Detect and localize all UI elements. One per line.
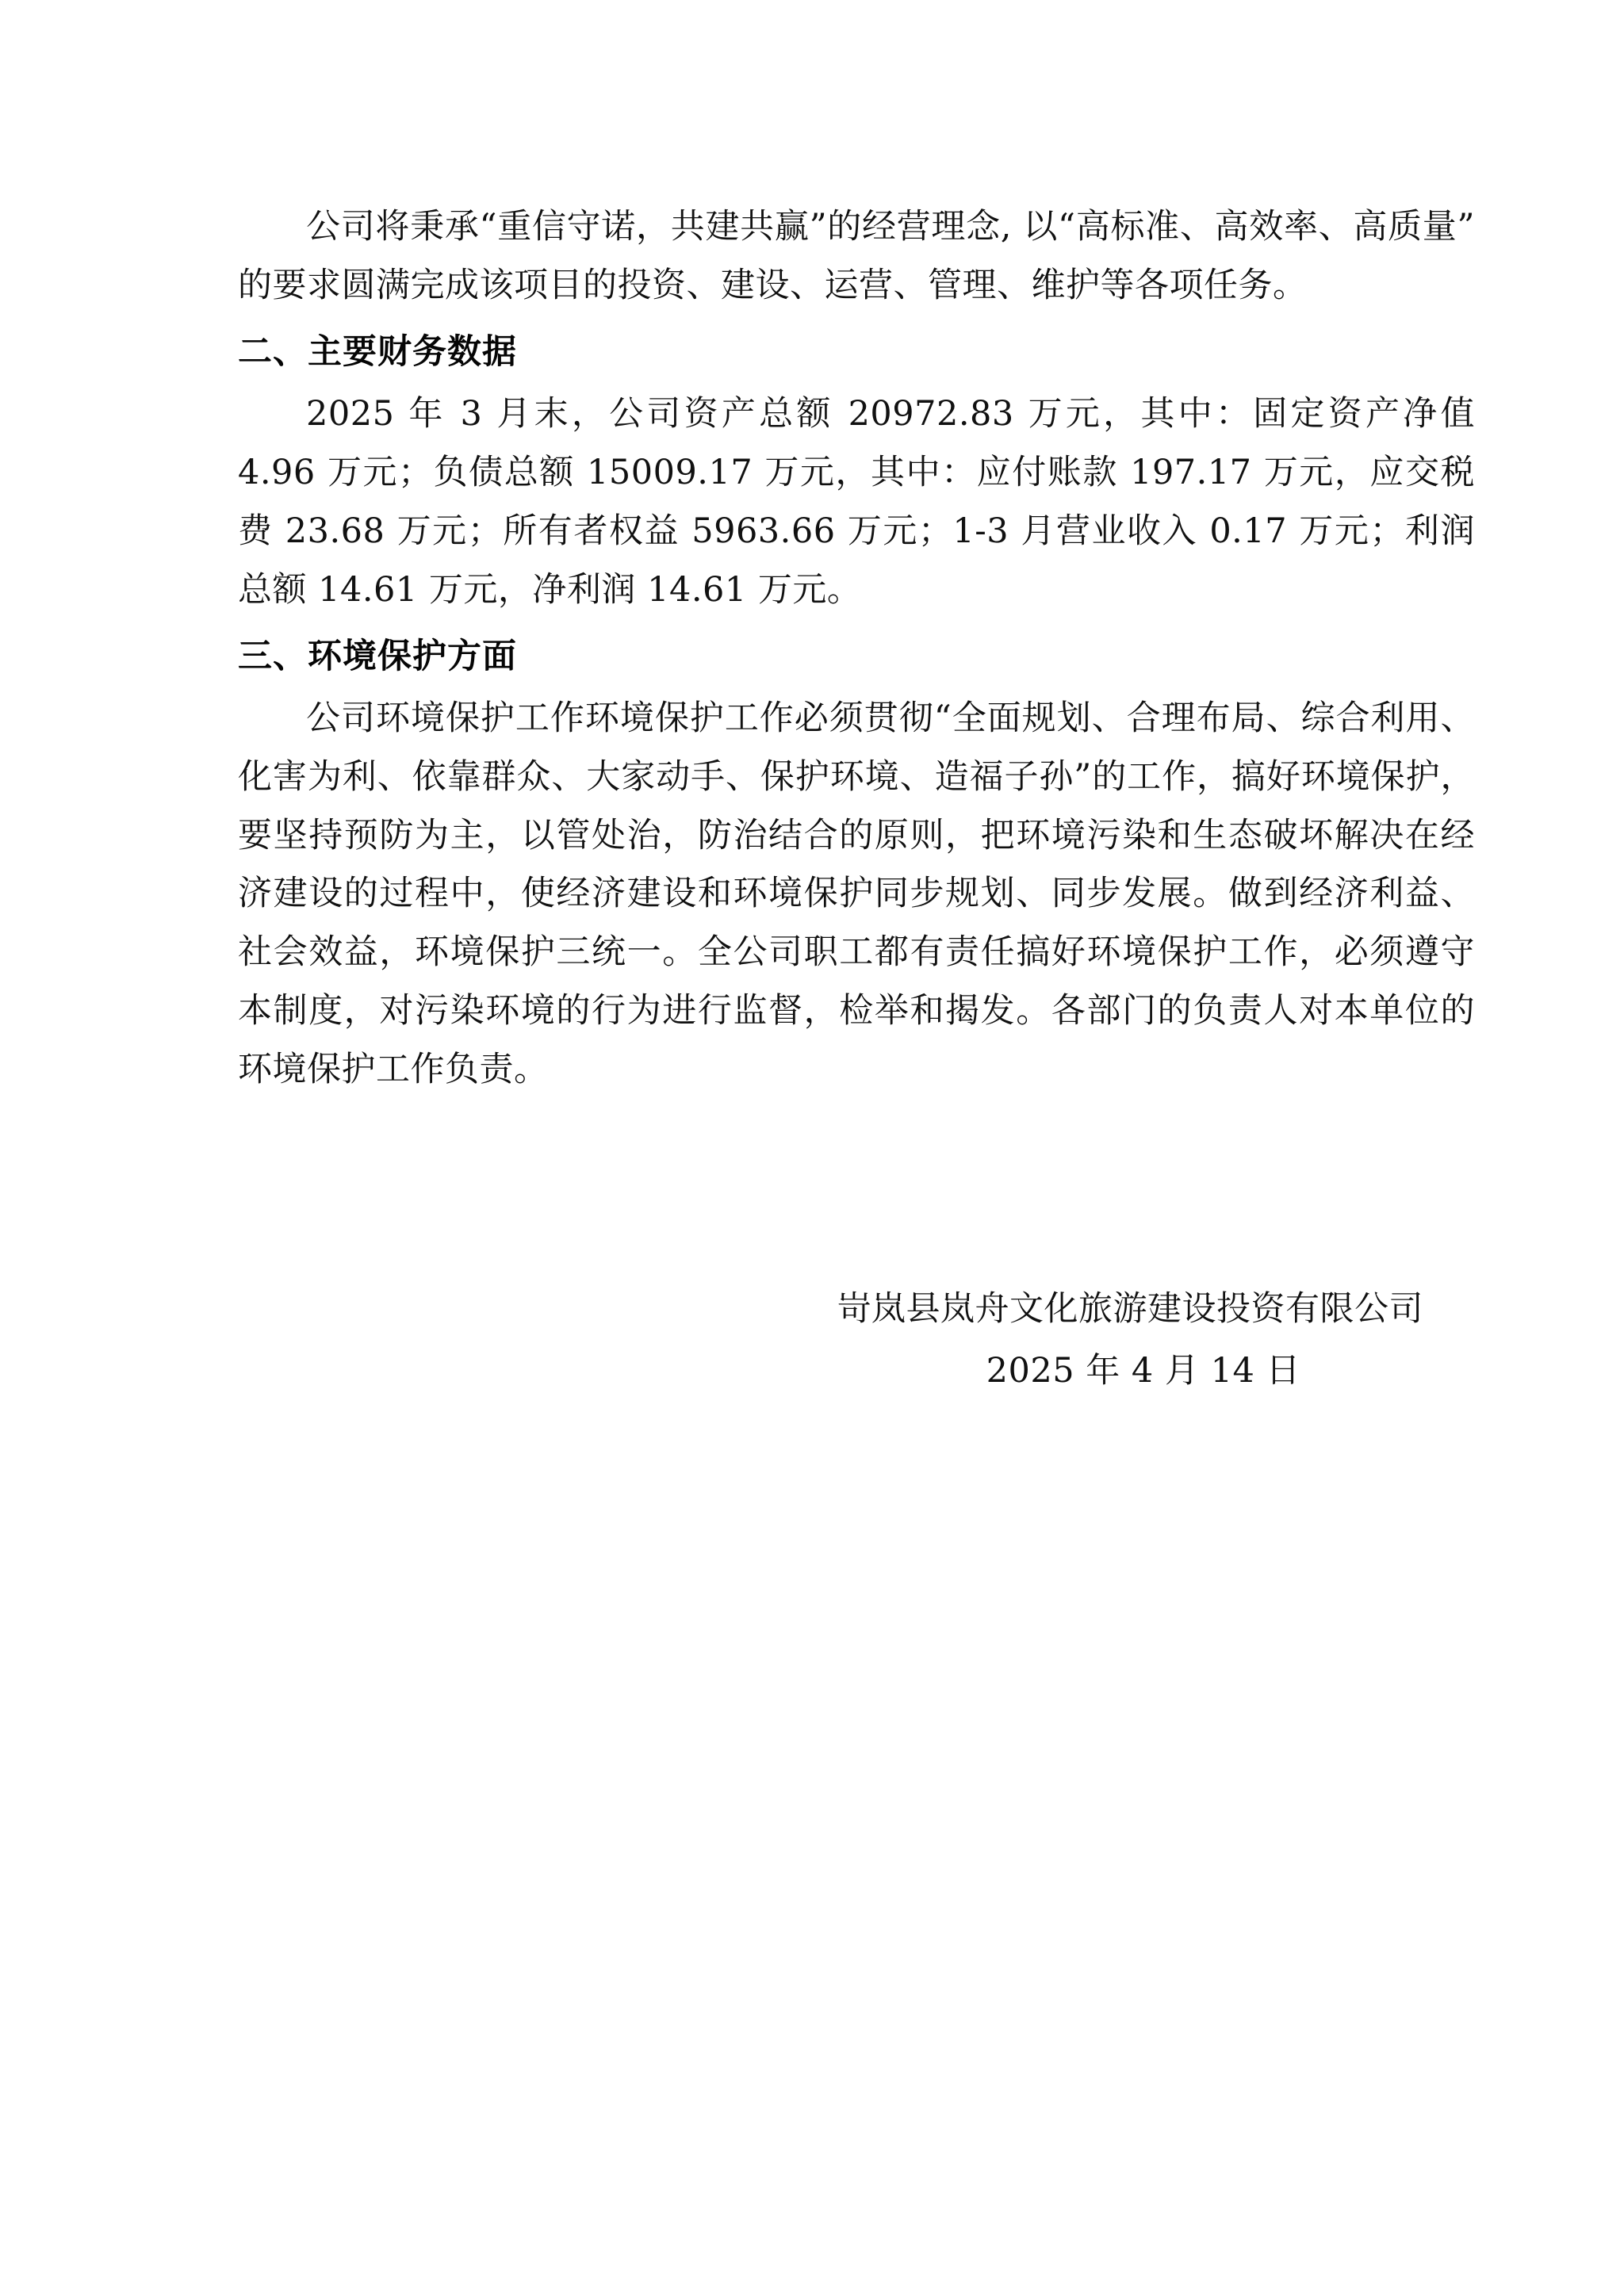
section-heading-environmental-protection: 三、环境保护方面 <box>238 636 517 676</box>
paragraph-business-philosophy: 公司将秉承“重信守诺，共建共赢”的经营理念, 以“高标准、高效率、高质量”的要求圆满完成该项目的投资、建设、运营、管理、维护等各项任务。 <box>238 207 1475 305</box>
signature-date: 2025 年 4 月 14 日 <box>986 1350 1300 1391</box>
content-spacer <box>238 1104 1475 1200</box>
paragraph-financial-data: 2025 年 3 月末，公司资产总额 20972.83 万元，其中：固定资产净值 4.96 万元；负债总额 15009.17 万元，其中：应付账款 197.17 万元，应交税费 23.68 万元；所有者权益 5963.66 万元；1-3 月营业收入 0.17 万元；利润总额 14.61 万元，净利润 14.61 万元。 <box>238 393 1475 610</box>
signature-block <box>238 1279 1475 1402</box>
document-body <box>238 198 1475 1402</box>
section-heading-financial-data: 二、主要财务数据 <box>238 331 517 372</box>
paragraph-environmental-protection: 公司环境保护工作环境保护工作必须贯彻“全面规划、合理布局、综合利用、化害为利、依靠群众、大家动手、保护环境、造福子孙”的工作，搞好环境保护，要坚持预防为主，以管处治，防治结合的原则，把环境污染和生态破坏解决在经济建设的过程中，使经济建设和环境保护同步规划、同步发展。做到经济利益、社会效益，环境保护三统一。全公司职工都有责任搞好环境保护工作，必须遵守本制度，对污染环境的行为进行监督，检举和揭发。各部门的负责人对本单位的环境保护工作负责。 <box>238 698 1475 1090</box>
signature-company-name: 岢岚县岚舟文化旅游建设投资有限公司 <box>837 1289 1423 1330</box>
